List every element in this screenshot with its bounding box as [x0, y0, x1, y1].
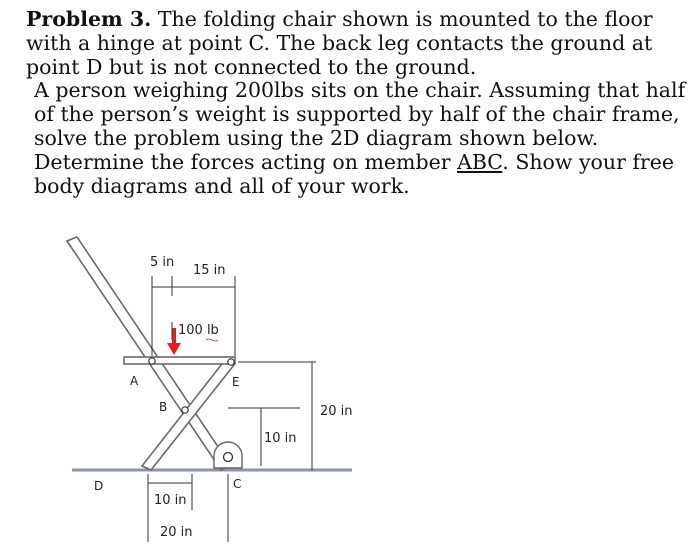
- point-a-label: A: [130, 374, 139, 388]
- dim-10in-bottom-label: 10 in: [154, 493, 187, 508]
- problem-sentence-2: A person weighing 200lbs sits on the chair. Assuming that half of the person’s weight is supported by half of the chair frame, solve the problem using the 2D diagram shown below. Determine the forces acting on member: [34, 78, 686, 174]
- dim-20in-bottom-label: 20 in: [160, 525, 193, 540]
- point-d-label: D: [94, 479, 104, 493]
- dim-15in-label: 15 in: [193, 263, 226, 278]
- dim-20in-label: 20 in: [320, 404, 353, 419]
- seat-member: [124, 357, 235, 364]
- load-label: 100 lb: [178, 323, 219, 338]
- point-b-label: B: [159, 400, 168, 414]
- pin-b-icon: [182, 407, 188, 413]
- point-e-label: E: [232, 375, 240, 389]
- dim-5in-label: 5 in: [150, 255, 175, 270]
- pin-a-icon: [149, 358, 155, 364]
- dim-10in-vert-label: 10 in: [264, 431, 297, 446]
- problem-sentence-3: . Show your free body diagrams and all of your work.: [34, 149, 675, 198]
- problem-title: Problem 3.: [26, 7, 152, 31]
- load-arrow-icon: [167, 343, 181, 355]
- member-abc-label: ABC: [457, 149, 503, 174]
- problem-sentence-1: The folding chair shown is mounted to the floor with a hinge at point C. The back leg contacts the ground at point D but is not connected to the ground.: [26, 7, 653, 79]
- pin-e-icon: [228, 359, 234, 365]
- hinge-pin-c-icon: [224, 453, 233, 462]
- point-c-label: C: [233, 477, 242, 491]
- load-underline: [206, 339, 218, 341]
